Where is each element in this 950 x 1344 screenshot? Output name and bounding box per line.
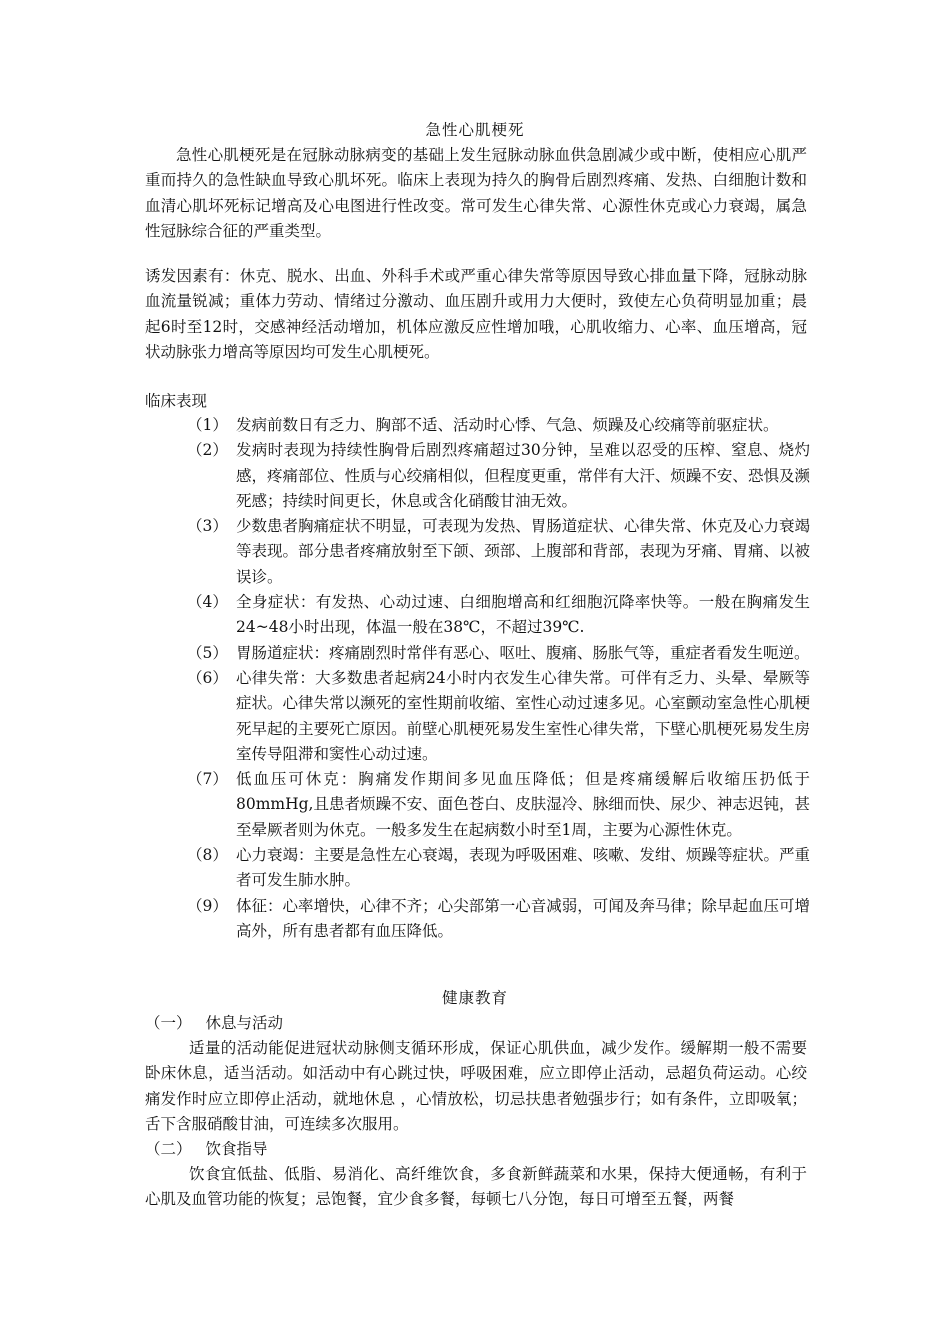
section-title: 休息与活动	[205, 1014, 284, 1032]
item-number: （5）	[187, 643, 228, 662]
item-text: 低血压可休克：胸痛发作期间多见血压降低；但是疼痛缓解后收缩压扔低于80mmHg,且患者烦躁不安、面色苍白、皮肤湿冷、脉细而快、尿少、神志迟钝，甚至晕厥者则为休克。一般多发生在起病数小时至1周，主要为心源性休克。	[236, 770, 810, 839]
item-number: （2）	[187, 441, 228, 460]
item-text: 心律失常：大多数患者起病24小时内衣发生心律失常。可伴有乏力、头晕、晕厥等症状。心律失常以濒死的室性期前收缩、室性心动过速多见。心室颤动室急性心肌梗死早起的主要死亡原因。前壁心肌梗死易发生室性心律失常，下壁心肌梗死易发生房室传导阻滞和窦性心动过速。	[236, 668, 810, 763]
document-title: 急性心肌梗死	[425, 121, 525, 139]
section-heading-diet	[145, 1137, 268, 1162]
list-item	[145, 641, 810, 666]
health-education-heading: 健康教育	[441, 989, 508, 1007]
section-title: 饮食指导	[205, 1140, 268, 1158]
item-number: （9）	[187, 896, 228, 915]
list-item	[145, 666, 810, 767]
section-number: （一）	[145, 1014, 192, 1032]
list-item	[145, 767, 810, 843]
item-text: 发病前数日有乏力、胸部不适、活动时心悸、气急、烦躁及心绞痛等前驱症状。	[236, 416, 779, 434]
list-item	[145, 413, 810, 438]
list-item	[145, 590, 810, 641]
section-number: （二）	[145, 1140, 192, 1158]
section-heading-rest	[145, 1011, 283, 1036]
clinical-heading: 临床表现	[145, 392, 208, 410]
item-number: （4）	[187, 593, 228, 612]
section-diet-paragraph: 饮食宜低盐、低脂、易消化、高纤维饮食，多食新鲜蔬菜和水果，保持大便通畅，有利于心肌及血管功能的恢复；忌饱餐，宜少食多餐，每顿七八分饱，每日可增至五餐，两餐	[145, 1165, 807, 1209]
item-text: 体征：心率增快，心律不齐；心尖部第一心音减弱，可闻及奔马律；除早起血压可增高外，所有患者都有血压降低。	[236, 896, 810, 940]
item-number: （8）	[187, 846, 228, 865]
item-text: 胃肠道症状：疼痛剧烈时常伴有恶心、呕吐、腹痛、肠胀气等，重症者看发生呃逆。	[236, 643, 810, 662]
item-text: 少数患者胸痛症状不明显，可表现为发热、胃肠道症状、心律失常、休克及心力衰竭等表现。部分患者疼痛放射至下颌、颈部、上腹部和背部，表现为牙痛、胃痛、以被误诊。	[236, 517, 810, 586]
item-text: 发病时表现为持续性胸骨后剧烈疼痛超过30分钟，呈难以忍受的压榨、窒息、烧灼感，疼痛部位、性质与心绞痛相似，但程度更重，常伴有大汗、烦躁不安、恐惧及濒死感；持续时间更长，休息或含化硝酸甘油无效。	[236, 441, 810, 510]
section-rest-paragraph: 适量的活动能促进冠状动脉侧支循环形成，保证心肌供血，减少发作。缓解期一般不需要卧床休息，适当活动。如活动中有心跳过快，呼吸困难，应立即停止活动，忌超负荷运动。心绞痛发作时应立即停止活动，就地休息 ，心情放松，切忌扶患者勉强步行；如有条件，立即吸氧；舌下含服硝酸甘油，可连续多次服用。	[145, 1039, 807, 1133]
item-number: （7）	[187, 770, 228, 789]
item-number: （1）	[187, 416, 228, 434]
item-number: （6）	[187, 668, 228, 687]
item-text: 心力衰竭：主要是急性左心衰竭，表现为呼吸困难、咳嗽、发绀、烦躁等症状。严重者可发生肺水肿。	[236, 846, 810, 890]
list-item	[145, 438, 810, 514]
list-item	[145, 894, 810, 945]
triggers-paragraph: 诱发因素有：休克、脱水、出血、外科手术或严重心律失常等原因导致心排血量下降，冠脉动脉血流量锐减；重体力劳动、情绪过分激动、血压剧升或用力大便时，致使左心负荷明显加重；晨起6时至12时，交感神经活动增加，机体应激反应性增加哦，心肌收缩力、心率、血压增高，冠状动脉张力增高等原因均可发生心肌梗死。	[145, 267, 807, 361]
item-text: 全身症状：有发热、心动过速、白细胞增高和红细胞沉降率快等。一般在胸痛发生24~48小时出现，体温一般在38℃，不超过39℃.	[236, 593, 810, 637]
list-item	[145, 843, 810, 894]
item-number: （3）	[187, 517, 228, 536]
list-item	[145, 514, 810, 590]
clinical-list	[145, 413, 810, 944]
intro-paragraph: 急性心肌梗死是在冠脉动脉病变的基础上发生冠脉动脉血供急剧减少或中断，使相应心肌严重而持久的急性缺血导致心肌坏死。临床上表现为持久的胸骨后剧烈疼痛、发热、白细胞计数和血清心肌坏死标记增高及心电图进行性改变。常可发生心律失常、心源性休克或心力衰竭，属急性冠脉综合征的严重类型。	[145, 146, 807, 240]
